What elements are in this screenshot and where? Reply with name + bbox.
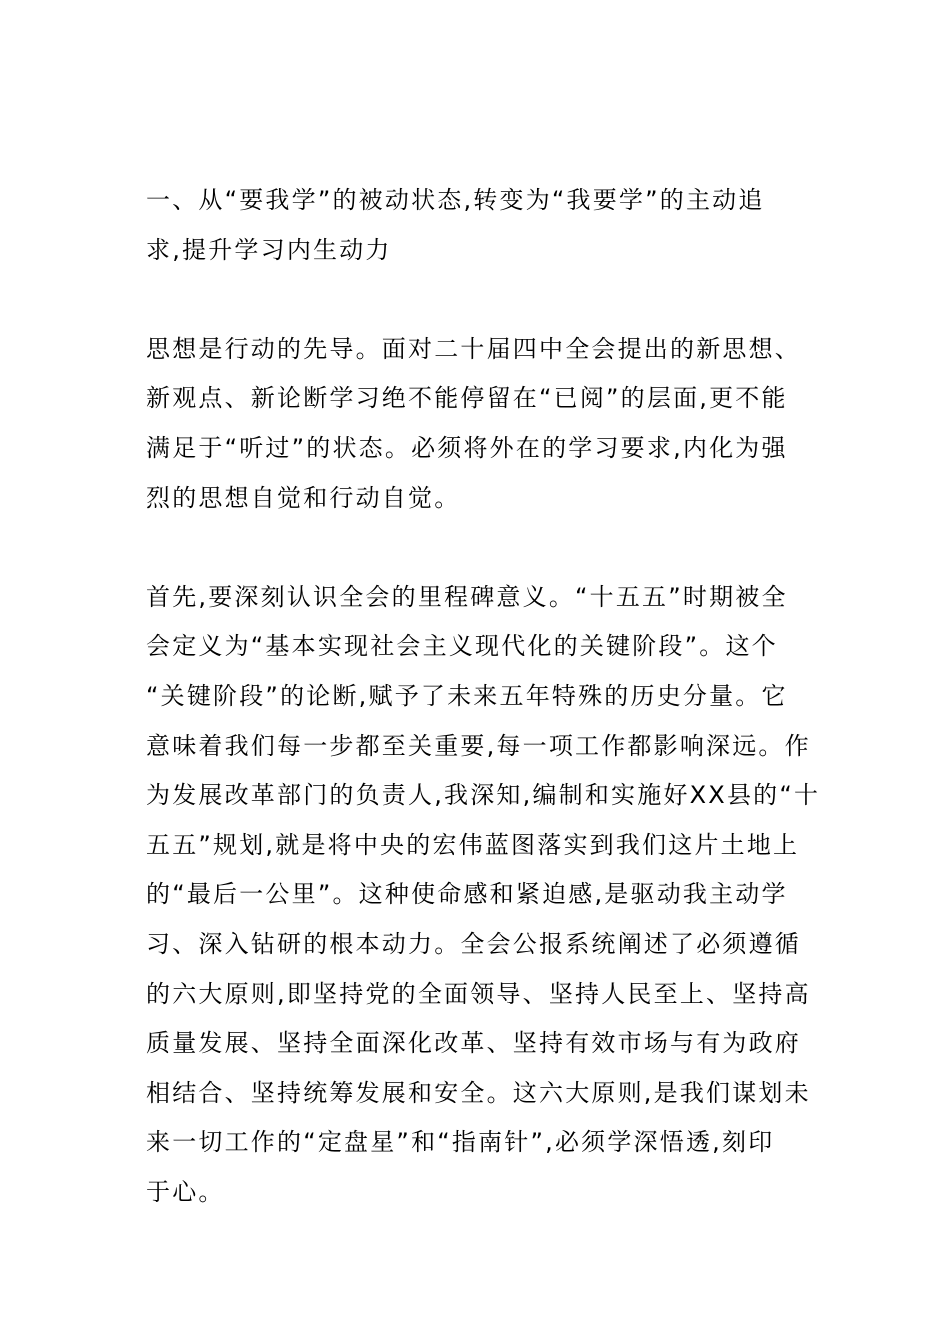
paragraph-line: 意味着我们每一步都至关重要,每一项工作都影响深远。作 (146, 731, 811, 760)
paragraph-line: “关键阶段”的论断,赋予了未来五年特殊的历史分量。它 (146, 681, 788, 710)
heading-line: 求,提升学习内生动力 (146, 235, 392, 264)
paragraph-line: 会定义为“基本实现社会主义现代化的关键阶段”。这个 (146, 632, 778, 661)
paragraph-line: 思想是行动的先导。面对二十届四中全会提出的新思想、 (146, 334, 801, 363)
paragraph-line: 习、深入钻研的根本动力。全会公报系统阐述了必须遵循 (146, 929, 801, 958)
paragraph-line: 的“最后一公里”。这种使命感和紧迫感,是驱动我主动学 (146, 880, 788, 909)
paragraph-spacer (146, 523, 806, 573)
paragraph-line: 五五”规划,就是将中央的宏伟蓝图落实到我们这片土地上 (146, 830, 800, 859)
paragraph-line: 新观点、新论断学习绝不能停留在“已阅”的层面,更不能 (146, 384, 788, 413)
paragraph-line: 首先,要深刻认识全会的里程碑意义。“十五五”时期被全 (146, 582, 788, 611)
paragraph-spacer (146, 275, 806, 325)
document-body (146, 176, 821, 1217)
paragraph-1 (146, 325, 806, 523)
heading-line: 一、从“要我学”的被动状态,转变为“我要学”的主动追 (146, 186, 765, 214)
paragraph-2 (146, 573, 821, 1218)
paragraph-line: 来一切工作的“定盘星”和“指南针”,必须学深悟透,刻印 (146, 1128, 775, 1157)
paragraph-line: 烈的思想自觉和行动自觉。 (146, 483, 461, 512)
paragraph-line: 满足于“听过”的状态。必须将外在的学习要求,内化为强 (146, 433, 788, 462)
section-heading (146, 176, 806, 275)
paragraph-line: 的六大原则,即坚持党的全面领导、坚持人民至上、坚持高 (146, 979, 811, 1008)
paragraph-line: 质量发展、坚持全面深化改革、坚持有效市场与有为政府 (146, 1029, 801, 1058)
paragraph-line: 于心。 (146, 1177, 225, 1206)
paragraph-line: 相结合、坚持统筹发展和安全。这六大原则,是我们谋划未 (146, 1078, 811, 1107)
paragraph-line: 为发展改革部门的负责人,我深知,编制和实施好XX县的“十 (146, 781, 821, 810)
